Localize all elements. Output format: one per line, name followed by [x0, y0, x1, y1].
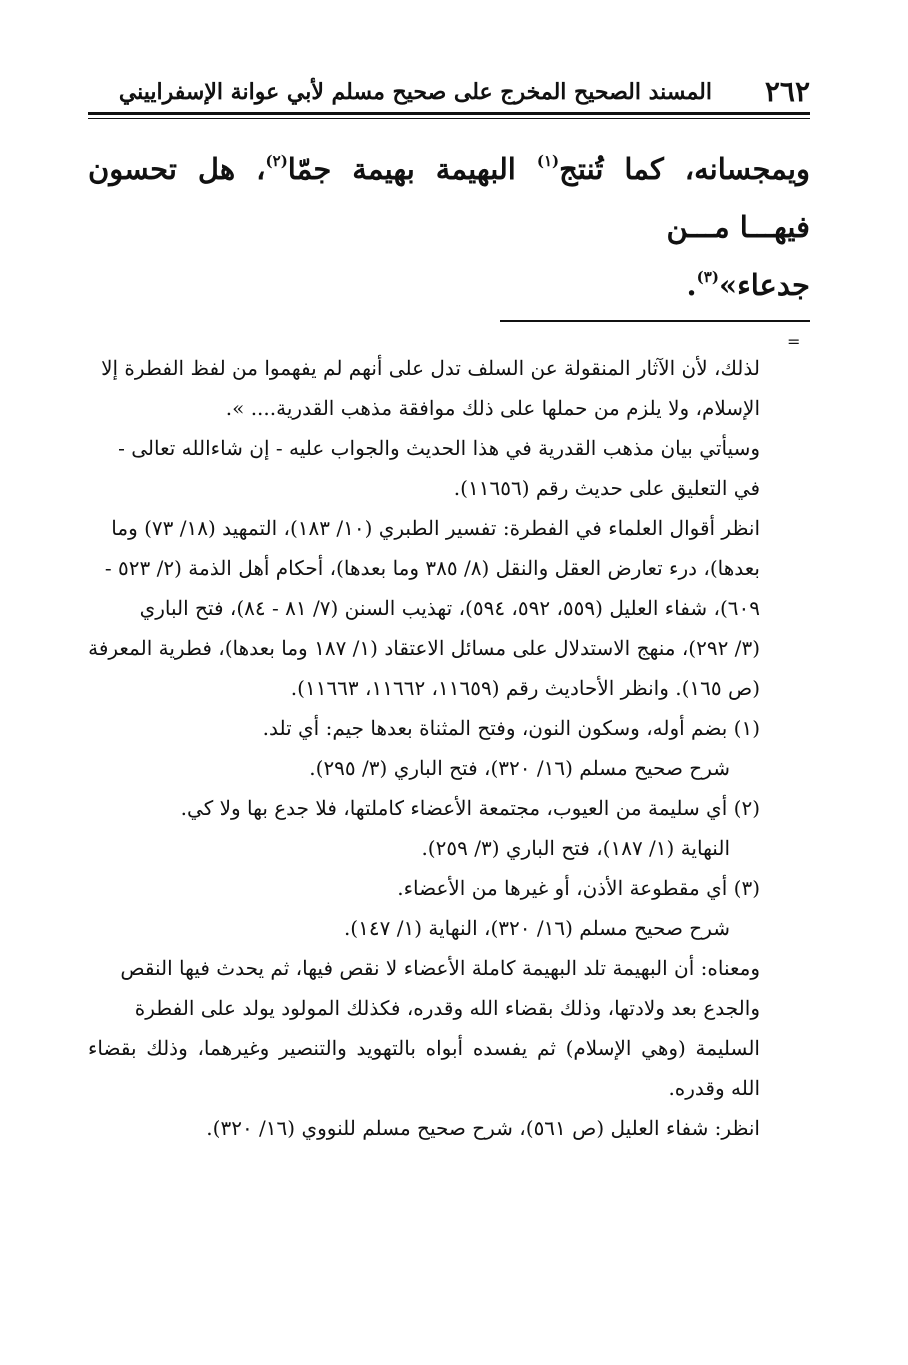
footnote-continuation-line: لذلك، لأن الآثار المنقولة عن السلف تدل على أنهم لم يفهموا من لفظ الفطرة إلا: [101, 356, 760, 380]
footnote-ref-2: (٢): [265, 152, 288, 170]
footnote-continuation-line: (ص ١٦٥). وانظر الأحاديث رقم (١١٦٥٩، ١١٦٦٢، ١١٦٦٣).: [290, 676, 760, 700]
main-line-2: [88, 256, 810, 314]
main-text: [88, 140, 810, 314]
page-number: ٢٦٢: [764, 75, 810, 108]
footnote-ref-1: (١): [536, 152, 560, 170]
page-header: [88, 74, 810, 110]
header-rule-thin: [88, 118, 810, 119]
footnote-3-final-ref: انظر: شفاء العليل (ص ٥٦١)، شرح صحيح مسلم للنووي (١٦/ ٣٢٠).: [206, 1116, 760, 1140]
footnote-3: (٣) أي مقطوعة الأذن، أو غيرها من الأعضاء.: [397, 876, 760, 900]
footnote-continuation-line: انظر أقوال العلماء في الفطرة: تفسير الطبري (١٠/ ١٨٣)، التمهيد (١٨/ ٧٣) وما: [111, 516, 760, 540]
main-text-segment: ، هل تحسون فيهـــا مـــن: [88, 152, 810, 244]
footnote-3-meaning-line: السليمة (وهي الإسلام) ثم يفسده أبواه بالتهويد والتنصير وغيرهما، وذلك بقضاء الله وقدره.: [88, 1036, 760, 1100]
footnote-3-meaning-line: والجدع بعد ولادتها، وذلك بقضاء الله وقدره، فكذلك المولود يولد على الفطرة: [134, 996, 760, 1020]
footnote-continuation-line: في التعليق على حديث رقم (١١٦٥٦).: [453, 476, 760, 500]
running-title: المسند الصحيح المخرج على صحيح مسلم لأبي عوانة الإسفراييني: [118, 79, 712, 105]
footnote-2-source: النهاية (١/ ١٨٧)، فتح الباري (٣/ ٢٥٩).: [421, 836, 730, 860]
footnote-3-source: شرح صحيح مسلم (١٦/ ٣٢٠)، النهاية (١/ ١٤٧).: [343, 916, 730, 940]
footnotes: [88, 348, 760, 1148]
footnote-continuation-line: الإسلام، ولا يلزم من حملها على ذلك موافقة مذهب القدرية.... ».: [225, 396, 760, 420]
footnote-ref-3: (٣): [696, 268, 719, 286]
footnote-continuation-line: ٦٠٩)، شفاء العليل (٥٥٩، ٥٩٢، ٥٩٤)، تهذيب السنن (٧/ ٨١ - ٨٤)، فتح الباري: [139, 596, 760, 620]
footnote-continuation-line: وسيأتي بيان مذهب القدرية في هذا الحديث والجواب عليه - إن شاءالله تعالى -: [118, 436, 760, 460]
header-rule-thick: [88, 112, 810, 115]
footnote-3-meaning-line: ومعناه: أن البهيمة تلد البهيمة كاملة الأعضاء لا نقص فيها، ثم يحدث فيها النقص: [120, 956, 760, 980]
footnote-1-source: شرح صحيح مسلم (١٦/ ٣٢٠)، فتح الباري (٣/ ٢٩٥).: [309, 756, 730, 780]
main-text-segment: البهيمة بهيمة جمّا: [287, 152, 537, 186]
footnote-continuation-line: (٣/ ٢٩٢)، منهج الاستدلال على مسائل الاعتقاد (١/ ١٨٧ وما بعدها)، فطرية المعرفة: [88, 636, 760, 660]
main-text-segment: جدعاء»: [718, 268, 810, 302]
main-line-1: [88, 140, 810, 256]
footnote-1: (١) بضم أوله، وسكون النون، وفتح المثناة بعدها جيم: أي تلد.: [262, 716, 760, 740]
footnote-2: (٢) أي سليمة من العيوب، مجتمعة الأعضاء كاملتها، فلا جدع بها ولا كي.: [180, 796, 760, 820]
main-text-segment: ويمجسانه، كما تُنتج: [559, 152, 811, 186]
footnote-separator: [500, 320, 810, 322]
main-text-segment: .: [686, 268, 697, 302]
footnote-continuation-line: بعدها)، درء تعارض العقل والنقل (٨/ ٣٨٥ وما بعدها)، أحكام أهل الذمة (٢/ ٥٢٣ -: [104, 556, 760, 580]
continuation-mark: =: [787, 332, 801, 351]
